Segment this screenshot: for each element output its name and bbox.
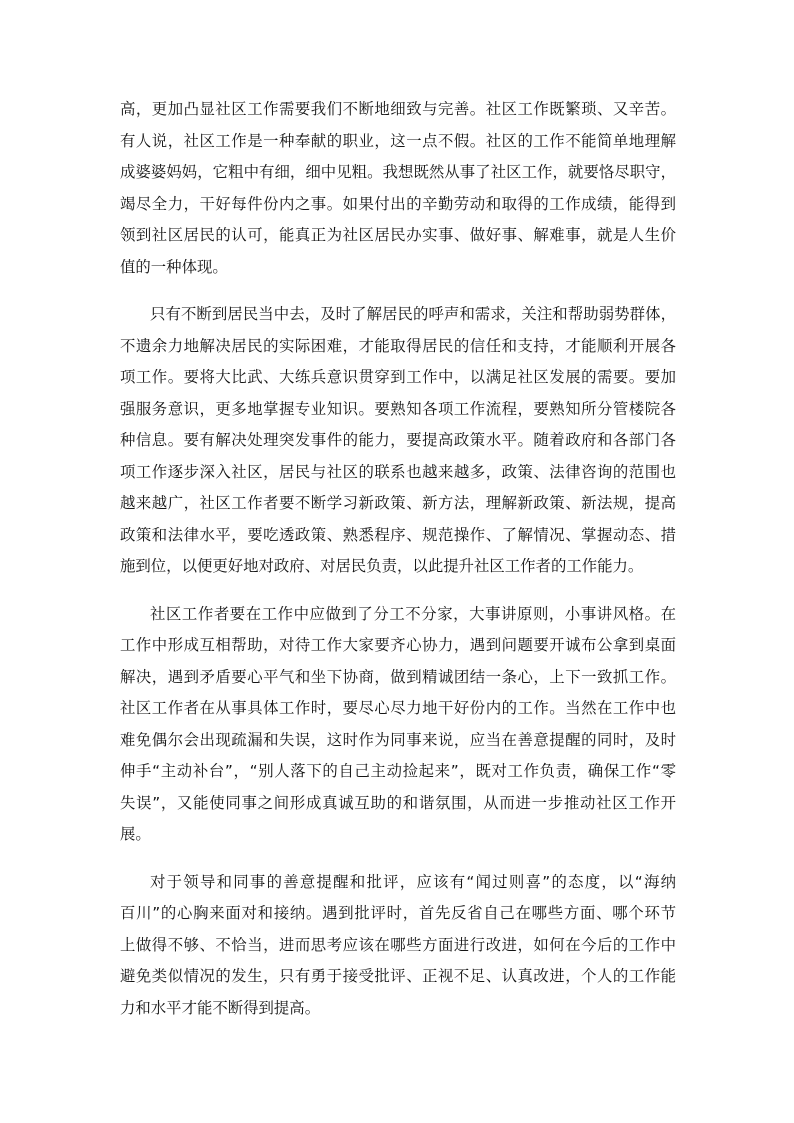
- paragraph-2-line: 强服务意识，更多地掌握专业知识。要熟知各项工作流程，要熟知所分管楼院各: [120, 399, 676, 418]
- paragraph-1-line: 有人说，社区工作是一种奉献的职业，这一点不假。社区的工作不能简单地理解: [120, 131, 676, 150]
- paragraph-4: [120, 867, 676, 1025]
- paragraph-3-line: 解决，遇到矛盾要心平气和坐下协商，做到精诚团结一条心，上下一致抓工作。: [120, 667, 676, 686]
- paragraph-3-line: 失误”，又能使同事之间形成真诚互助的和谐氛围，从而进一步推动社区工作开: [120, 793, 676, 812]
- paragraph-4-line: 上做得不够、不恰当，进而思考应该在哪些方面进行改进，如何在今后的工作中: [120, 935, 676, 954]
- document-body: [120, 94, 676, 1040]
- paragraph-2-line: 越来越广，社区工作者要不断学习新政策、新方法，理解新政策、新法规，提高: [120, 494, 676, 512]
- paragraph-2-line: 政策和法律水平，要吃透政策、熟悉程序、规范操作、了解情况、掌握动态、措: [120, 525, 676, 544]
- paragraph-4-line: 避免类似情况的发生，只有勇于接受批评、正视不足、认真改进，个人的工作能: [120, 967, 676, 985]
- paragraph-2-line: 项工作。要将大比武、大练兵意识贯穿到工作中，以满足社区发展的需要。要加: [120, 368, 676, 386]
- paragraph-2-line: 种信息。要有解决处理突发事件的能力，要提高政策水平。随着政府和各部门各: [120, 431, 676, 449]
- paragraph-3-line: 社区工作者在从事具体工作时，要尽心尽力地干好份内的工作。当然在工作中也: [120, 699, 676, 717]
- paragraph-2: [120, 299, 676, 583]
- paragraph-4-line: 对于领导和同事的善意提醒和批评，应该有“闻过则喜”的态度，以“海纳: [150, 872, 676, 891]
- paragraph-2-line: 不遗余力地解决居民的实际困难，才能取得居民的信任和支持，才能顺利开展各: [120, 336, 676, 355]
- paragraph-3-line: 社区工作者要在工作中应做到了分工不分家，大事讲原则，小事讲风格。在: [150, 604, 676, 623]
- paragraph-2-line: 施到位，以便更好地对政府、对居民负责，以此提升社区工作者的工作能力。: [120, 557, 644, 575]
- paragraph-3-line: 伸手“主动补台”，“别人落下的自己主动捡起来”，既对工作负责，确保工作“零: [120, 762, 676, 780]
- paragraph-1-line: 领到社区居民的认可，能真正为社区居民办实事、做好事、解难事，就是人生价: [120, 226, 676, 244]
- paragraph-1: [120, 94, 676, 283]
- paragraph-4-line: 力和水平才能不断得到提高。: [120, 998, 321, 1017]
- paragraph-1-line: 高，更加凸显社区工作需要我们不断地细致与完善。社区工作既繁琐、又辛苦。: [120, 100, 676, 118]
- paragraph-1-line: 竭尽全力，干好每件份内之事。如果付出的辛勤劳动和取得的工作成绩，能得到: [120, 194, 676, 213]
- paragraph-2-line: 项工作逐步深入社区，居民与社区的联系也越来越多，政策、法律咨询的范围也: [120, 462, 676, 481]
- paragraph-3-line: 展。: [120, 825, 151, 843]
- paragraph-2-line: 只有不断到居民当中去，及时了解居民的呼声和需求，关注和帮助弱势群体，: [150, 305, 676, 323]
- paragraph-3-line: 工作中形成互相帮助，对待工作大家要齐心协力，遇到问题要开诚布公拿到桌面: [120, 636, 676, 654]
- paragraph-1-line: 值的一种体现。: [120, 257, 228, 276]
- paragraph-3: [120, 599, 676, 851]
- paragraph-3-line: 难免偶尔会出现疏漏和失误，这时作为同事来说，应当在善意提醒的同时，及时: [120, 730, 676, 749]
- paragraph-4-line: 百川”的心胸来面对和接纳。遇到批评时，首先反省自己在哪些方面、哪个环节: [120, 904, 676, 922]
- paragraph-1-line: 成婆婆妈妈，它粗中有细，细中见粗。我想既然从事了社区工作，就要恪尽职守，: [120, 163, 676, 181]
